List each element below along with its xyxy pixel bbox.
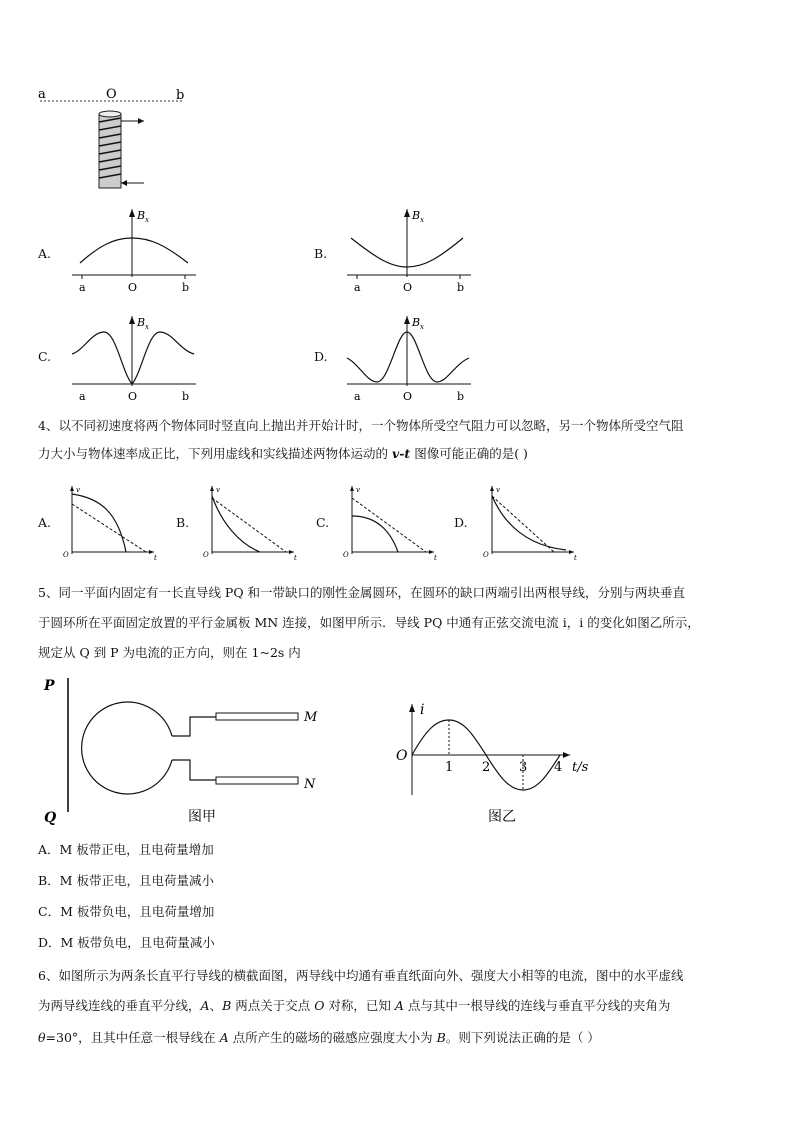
svg-text:3: 3 <box>519 760 528 775</box>
q5-line-1: 5、同一平面内固定有一长直导线 PQ 和一带缺口的刚性金属圆环，在圆环的缺口两端引出两根导线，分别与两块垂直 <box>38 585 686 600</box>
q6-line-3: θ=30°，且其中任意一根导线在 A 点所产生的磁场的磁感应强度大小为 B。则下列说法正确的是（ ） <box>38 1030 600 1045</box>
coil-label-b: b <box>176 88 185 103</box>
q3-option-d-label: D. <box>314 349 328 364</box>
svg-text:x: x <box>145 323 149 331</box>
coil-label-a: a <box>38 87 46 102</box>
q4-option-d-label: D. <box>454 515 468 530</box>
q4-option-b-label: B. <box>176 515 190 530</box>
svg-text:2: 2 <box>482 760 491 775</box>
svg-text:t: t <box>434 554 437 562</box>
q3-option-c-label: C. <box>38 349 52 364</box>
svg-text:i: i <box>420 702 425 718</box>
svg-text:M: M <box>304 710 318 725</box>
q4-option-a-label: A. <box>38 515 52 530</box>
q4-graph-a <box>60 484 160 564</box>
svg-text:O: O <box>343 551 349 559</box>
svg-text:O: O <box>203 551 209 559</box>
svg-text:O: O <box>403 390 413 403</box>
svg-text:x: x <box>420 323 424 331</box>
q6-line-2: 为两导线连线的垂直平分线，A、B 两点关于交点 O 对称，已知 A 点与其中一根导线的连线与垂直平分线的夹角为 <box>38 998 671 1013</box>
svg-text:v: v <box>76 486 80 494</box>
svg-text:O: O <box>483 551 489 559</box>
svg-text:B: B <box>137 209 146 222</box>
svg-text:Q: Q <box>44 810 57 826</box>
svg-text:N: N <box>304 777 316 792</box>
q5-option-b: B．M 板带正电，且电荷量减小 <box>38 873 214 888</box>
svg-text:v: v <box>216 486 220 494</box>
svg-text:O: O <box>128 281 138 294</box>
q5-option-c: C．M 板带负电，且电荷量增加 <box>38 904 215 919</box>
q4-line-2: 力大小与物体速率成正比，下列用虚线和实线描述两物体运动的 v-t 图像可能正确的是( ) <box>38 446 528 461</box>
svg-text:v: v <box>356 486 360 494</box>
q6-line-1: 6、如图所示为两条长直平行导线的横截面图，两导线中均通有垂直纸面向外、强度大小相等的电流，图中的水平虚线 <box>38 968 684 983</box>
svg-text:P: P <box>44 678 55 694</box>
q3-option-a-label: A. <box>38 246 52 261</box>
q4-line-1: 4、以不同初速度将两个物体同时竖直向上抛出并开始计时，一个物体所受空气阻力可以忽略，另一个物体所受空气阻 <box>38 418 684 433</box>
coil-figure <box>36 86 206 196</box>
svg-text:O: O <box>128 390 138 403</box>
svg-text:v: v <box>496 486 500 494</box>
svg-text:t: t <box>154 554 157 562</box>
svg-text:图甲: 图甲 <box>188 809 216 825</box>
q3-option-b-label: B. <box>314 246 328 261</box>
svg-text:B: B <box>137 316 146 329</box>
q5-option-d: D．M 板带负电，且电荷量减小 <box>38 935 215 950</box>
svg-text:O: O <box>396 748 408 764</box>
svg-text:O: O <box>63 551 69 559</box>
q3-graph-a <box>70 205 200 295</box>
svg-text:4: 4 <box>554 760 563 775</box>
svg-text:a: a <box>79 281 86 294</box>
q5-line-2: 于圆环所在平面固定放置的平行金属板 MN 连接，如图甲所示．导线 PQ 中通有正弦交流电流 i，i 的变化如图乙所示， <box>38 615 700 630</box>
q4-graph-b <box>200 484 300 564</box>
svg-text:a: a <box>79 390 86 403</box>
svg-text:t/s: t/s <box>572 760 589 775</box>
svg-text:t: t <box>574 554 577 562</box>
q4-option-c-label: C. <box>316 515 330 530</box>
q4-graph-d <box>480 484 580 564</box>
svg-text:b: b <box>457 281 465 294</box>
q3-graph-c <box>70 312 200 402</box>
coil-label-o: O <box>106 87 117 102</box>
svg-text:图乙: 图乙 <box>488 809 516 825</box>
svg-text:B: B <box>412 209 421 222</box>
svg-text:1: 1 <box>445 760 454 775</box>
svg-text:x: x <box>145 216 149 224</box>
q3-graph-b <box>345 205 475 295</box>
q5-line-3: 规定从 Q 到 P 为电流的正方向，则在 1~2s 内 <box>38 645 301 660</box>
svg-text:O: O <box>403 281 413 294</box>
svg-text:b: b <box>182 281 190 294</box>
svg-text:x: x <box>420 216 424 224</box>
q4-graph-c <box>340 484 440 564</box>
svg-text:B: B <box>412 316 421 329</box>
svg-text:b: b <box>457 390 465 403</box>
svg-text:a: a <box>354 281 361 294</box>
q5-figure-jia <box>38 672 338 827</box>
svg-text:a: a <box>354 390 361 403</box>
svg-text:b: b <box>182 390 190 403</box>
coil-drawing <box>36 86 206 196</box>
q3-graph-d <box>345 312 475 402</box>
q5-option-a: A．M 板带正电，且电荷量增加 <box>38 842 214 857</box>
svg-text:t: t <box>294 554 297 562</box>
q5-figure-yi <box>392 700 602 830</box>
